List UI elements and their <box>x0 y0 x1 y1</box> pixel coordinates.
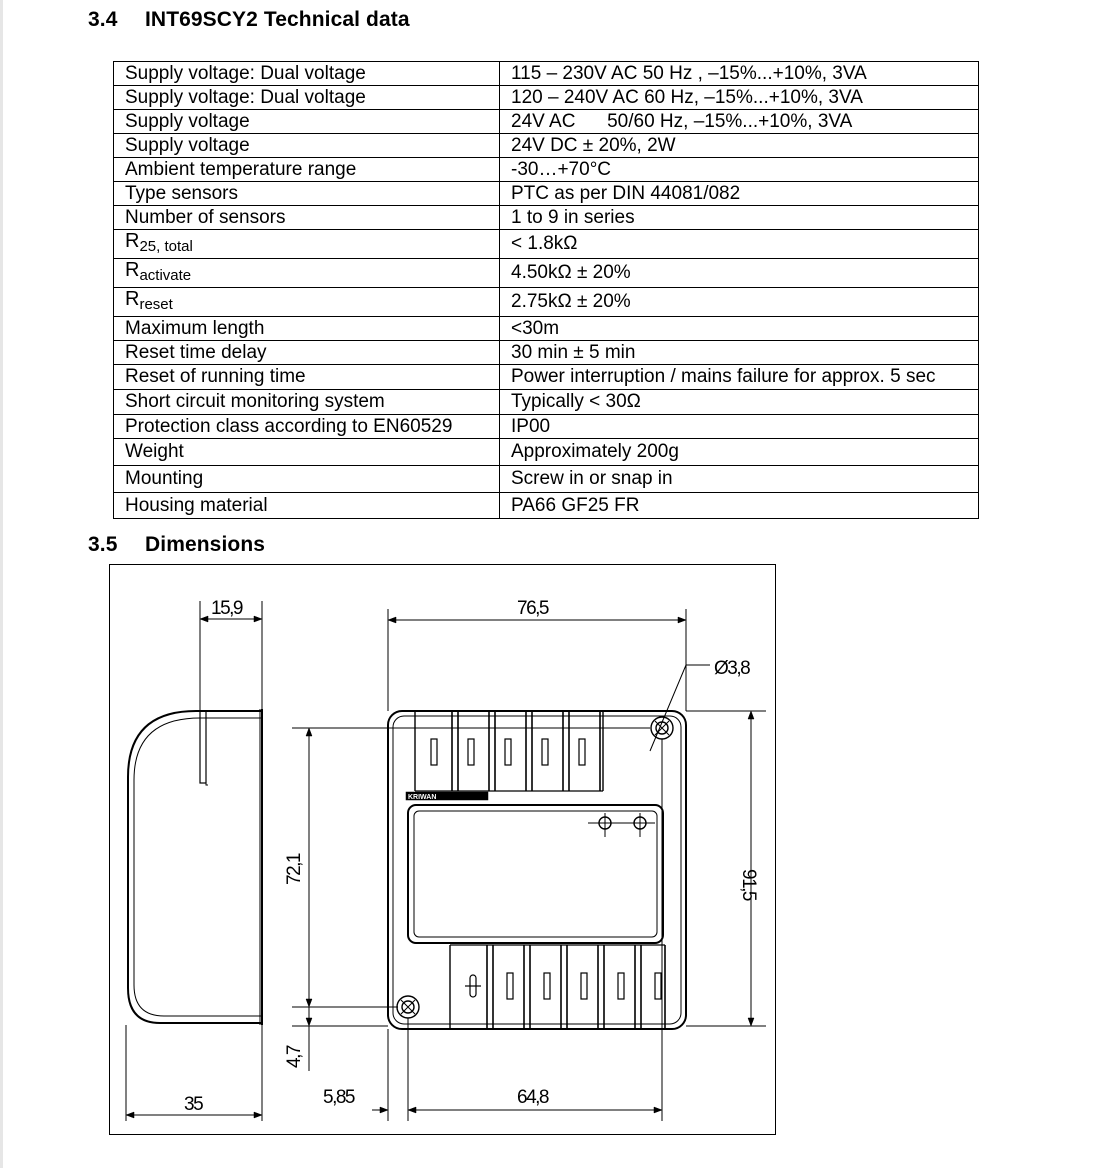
param-cell: Supply voltage <box>114 134 500 158</box>
table-row <box>114 390 979 415</box>
param-cell: Reset of running time <box>114 365 500 390</box>
value-cell: PA66 GF25 FR <box>500 493 979 519</box>
value-cell: Screw in or snap in <box>500 466 979 493</box>
subscript: activate <box>139 267 192 284</box>
param-cell: Protection class according to EN60529 <box>114 415 500 439</box>
value-cell: PTC as per DIN 44081/082 <box>500 182 979 206</box>
dim-side-width: 35 <box>184 1094 203 1115</box>
param-cell: Weight <box>114 439 500 466</box>
section-number: 3.4 <box>88 8 118 31</box>
symbol: R <box>125 230 140 252</box>
value-cell: 115 – 230V AC 50 Hz , –15%...+10%, 3VA <box>500 62 979 86</box>
manufacturer-label: KRIWAN <box>408 794 437 801</box>
param-cell: Supply voltage: Dual voltage <box>114 62 500 86</box>
table-row <box>114 230 979 259</box>
table-row <box>114 86 979 110</box>
section-title: Dimensions <box>145 533 266 556</box>
table-row <box>114 466 979 493</box>
dim-front-width: 76,5 <box>517 598 548 619</box>
param-cell: Reset time delay <box>114 341 500 365</box>
table-row <box>114 493 979 519</box>
param-cell <box>114 230 500 259</box>
subscript: 25, total <box>139 238 193 255</box>
table-row <box>114 317 979 341</box>
front-view <box>388 711 686 1029</box>
table-row <box>114 415 979 439</box>
param-cell: Type sensors <box>114 182 500 206</box>
table-row <box>114 182 979 206</box>
value-cell: 24V DC ± 20%, 2W <box>500 134 979 158</box>
value-cell: 120 – 240V AC 60 Hz, –15%...+10%, 3VA <box>500 86 979 110</box>
side-view <box>128 709 262 1025</box>
value-cell: Approximately 200g <box>500 439 979 466</box>
param-cell: Mounting <box>114 466 500 493</box>
param-cell <box>114 259 500 288</box>
table-row <box>114 341 979 365</box>
param-cell: Housing material <box>114 493 500 519</box>
dim-mount-width: 64,8 <box>517 1087 548 1108</box>
param-cell: Maximum length <box>114 317 500 341</box>
param-cell: Supply voltage: Dual voltage <box>114 86 500 110</box>
page-edge <box>0 0 3 1168</box>
value-cell: <30m <box>500 317 979 341</box>
dim-hole-offset-v: 4,7 <box>284 1046 305 1068</box>
dimension-drawing <box>109 564 776 1135</box>
symbol: R <box>125 259 140 281</box>
technical-data-table <box>113 61 979 519</box>
dim-mount-height: 72,1 <box>284 854 305 885</box>
table-row <box>114 62 979 86</box>
value-cell: 1 to 9 in series <box>500 206 979 230</box>
table-row <box>114 158 979 182</box>
table-row <box>114 439 979 466</box>
value-cell: Typically < 30Ω <box>500 390 979 415</box>
dim-hole-offset-h: 5,85 <box>323 1087 354 1108</box>
table-row <box>114 365 979 390</box>
value-cell: 2.75kΩ ± 20% <box>500 288 979 317</box>
param-cell: Number of sensors <box>114 206 500 230</box>
param-cell: Short circuit monitoring system <box>114 390 500 415</box>
dim-hole-diameter: Ø3,8 <box>714 658 750 679</box>
value-cell: 4.50kΩ ± 20% <box>500 259 979 288</box>
table-row <box>114 259 979 288</box>
section-title: INT69SCY2 Technical data <box>145 8 410 31</box>
value-cell: < 1.8kΩ <box>500 230 979 259</box>
param-cell: Ambient temperature range <box>114 158 500 182</box>
symbol: R <box>125 288 140 310</box>
param-cell <box>114 288 500 317</box>
dim-side-depth: 15,9 <box>211 598 242 619</box>
value-cell: IP00 <box>500 415 979 439</box>
value-cell: -30…+70°C <box>500 158 979 182</box>
dim-total-height: 91,5 <box>738 869 759 900</box>
table-row <box>114 110 979 134</box>
table-row <box>114 134 979 158</box>
value-cell: Power interruption / mains failure for approx. 5 sec <box>500 365 979 390</box>
subscript: reset <box>139 296 173 313</box>
section-number: 3.5 <box>88 533 118 556</box>
value-cell: 24V AC 50/60 Hz, –15%...+10%, 3VA <box>500 110 979 134</box>
dimension-drawing-svg <box>110 565 777 1136</box>
table-row <box>114 206 979 230</box>
value-cell: 30 min ± 5 min <box>500 341 979 365</box>
param-cell: Supply voltage <box>114 110 500 134</box>
table-row <box>114 288 979 317</box>
